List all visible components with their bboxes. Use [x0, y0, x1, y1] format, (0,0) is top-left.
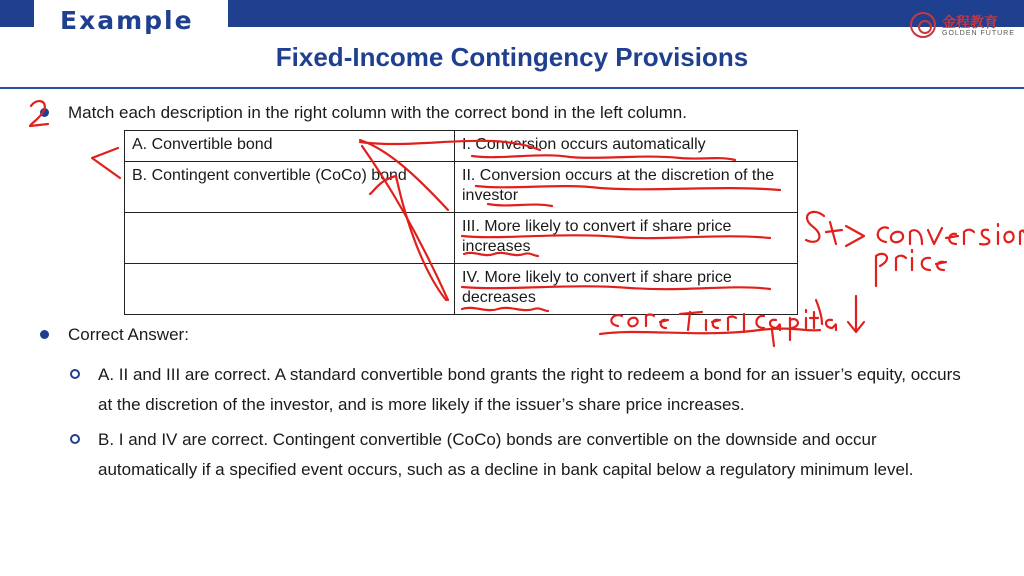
title-divider — [0, 87, 1024, 89]
annotation-down-arrow — [848, 296, 864, 332]
annotation-st-gt-conversion — [806, 212, 824, 242]
slide-title: Fixed-Income Contingency Provisions — [275, 42, 749, 72]
table-row — [125, 162, 798, 213]
logo-chinese-text: 金程教育 — [942, 14, 998, 30]
answer-item-b: B. I and IV are correct. Contingent convertible (CoCo) bonds are convertible on the downside and occur automatically if a specified event occurs, such as a decline in bank capital below a regulatory minimum level. — [98, 430, 914, 479]
table-cell: A. Convertible bond — [125, 131, 455, 162]
ring-bullet-icon — [70, 434, 80, 444]
annotation-tick — [772, 330, 774, 346]
table-cell: III. More likely to convert if share price increases — [455, 213, 798, 264]
seal-icon — [910, 12, 936, 38]
answer-heading: Correct Answer: — [68, 325, 189, 344]
ring-bullet-icon — [70, 369, 80, 379]
section-label: Example — [60, 6, 194, 35]
brand-logo — [910, 12, 1015, 42]
table-cell — [125, 213, 455, 264]
table-cell — [125, 264, 455, 315]
answer-item-a: A. II and III are correct. A standard convertible bond grants the right to redeem a bond for an issuer’s equity, occurs at the discretion of the investor, and is more likely if the issuer’s share price increases. — [98, 365, 961, 414]
annotation-underline — [600, 329, 820, 334]
table-cell: IV. More likely to convert if share price decreases — [455, 264, 798, 315]
annotation-check-mark — [92, 148, 120, 178]
bullet-icon — [40, 108, 49, 117]
table-cell: B. Contingent convertible (CoCo) bond — [125, 162, 455, 213]
table-cell: I. Conversion occurs automatically — [455, 131, 798, 162]
bullet-icon — [40, 330, 49, 339]
table-row — [125, 213, 798, 264]
matching-table — [124, 130, 798, 315]
question-text: Match each description in the right column with the correct bond in the left column. — [68, 103, 687, 122]
table-cell: II. Conversion occurs at the discretion of the investor — [455, 162, 798, 213]
table-row — [125, 131, 798, 162]
annotation-price — [876, 254, 887, 286]
table-row — [125, 264, 798, 315]
annotation-core-tier-capital — [611, 315, 622, 326]
logo-english-text: GOLDEN FUTURE — [942, 30, 1015, 37]
